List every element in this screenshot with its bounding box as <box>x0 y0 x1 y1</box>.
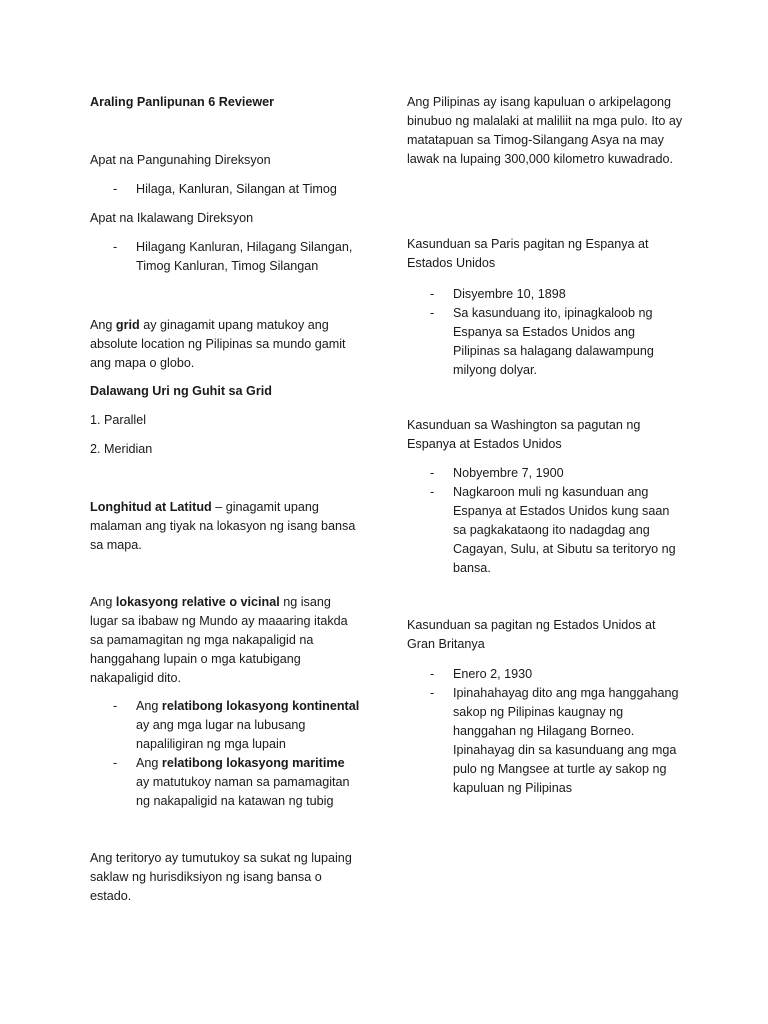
grid-line-meridian: 2. Meridian <box>90 442 153 456</box>
paris-treaty-date: Disyembre 10, 1898 <box>453 287 566 301</box>
list-item: - Enero 2, 1930 <box>407 665 689 684</box>
directions-secondary-heading: Apat na Ikalawang Direksyon <box>90 211 254 225</box>
paris-treaty-heading: Kasunduan sa Paris pagitan ng Espanya at Estados Unidos <box>407 237 649 270</box>
grid-paragraph: Ang grid ay ginagamit upang matukoy ang absolute location ng Pilipinas sa mundo gamit ang mapa o globo. <box>90 318 346 370</box>
longlat-paragraph: Longhitud at Latitud – ginagamit upang malaman ang tiyak na lokasyon ng isang bansa sa mapa. <box>90 500 356 552</box>
list-item: - Ang relatibong lokasyong maritime ay matutukoy naman sa pamamagitan ng nakapaligid na katawan ng tubig <box>90 754 370 811</box>
list-item: - Ang relatibong lokasyong kontinental ay ang mga lugar na lubusang napaliligiran ng mga lupain <box>90 697 370 754</box>
relative-location-paragraph: Ang lokasyong relative o vicinal ng isang lugar sa ibabaw ng Mundo ay maaaring itakda sa pamamagitan ng mga nakapaligid na hanggahang lupain o mga katubigang nakapaligid dito. <box>90 595 348 685</box>
paris-treaty-detail: Sa kasunduang ito, ipinagkaloob ng Espanya sa Estados Unidos ang Pilipinas sa halagang dalawampung milyong dolyar. <box>453 306 654 377</box>
list-item: - Hilaga, Kanluran, Silangan at Timog <box>90 180 370 199</box>
list-item: - Nobyembre 7, 1900 <box>407 464 689 483</box>
relative-maritime-item: Ang relatibong lokasyong maritime ay matutukoy naman sa pamamagitan ng nakapaligid na katawan ng tubig <box>136 756 350 808</box>
directions-secondary-item: Hilagang Kanluran, Hilagang Silangan, Timog Kanluran, Timog Silangan <box>136 240 353 273</box>
grid-line-parallel: 1. Parallel <box>90 413 147 427</box>
washington-treaty-detail: Nagkaroon muli ng kasunduan ang Espanya at Estados Unidos kung saan sa pagkakataong ito nadagdag ang Cagayan, Sulu, at Sibutu sa teritoryo ng bansa. <box>453 485 676 575</box>
list-item: - Disyembre 10, 1898 <box>407 285 689 304</box>
directions-main-heading: Apat na Pangunahing Direksyon <box>90 153 271 167</box>
intro-paragraph: Ang Pilipinas ay isang kapuluan o arkipelagong binubuo ng malalaki at maliliit na mga pulo. Ito ay matatapuan sa Timog-Silangang Asya na may lawak na lupaing 300,000 kilometro kuwadrado. <box>407 95 683 166</box>
list-item: - Nagkaroon muli ng kasunduan ang Espanya at Estados Unidos kung saan sa pagkakataong ito nadagdag ang Cagayan, Sulu, at Sibutu sa teritoryo ng bansa. <box>407 483 689 578</box>
washington-treaty-heading: Kasunduan sa Washington sa pagutan ng Espanya at Estados Unidos <box>407 418 641 451</box>
washington-treaty-date: Nobyembre 7, 1900 <box>453 466 564 480</box>
grid-lines-heading: Dalawang Uri ng Guhit sa Grid <box>90 384 272 398</box>
territory-paragraph: Ang teritoryo ay tumutukoy sa sukat ng lupaing saklaw ng hurisdiksiyon ng isang bansa o estado. <box>90 851 352 903</box>
britain-treaty-detail: Ipinahahayag dito ang mga hanggahang sakop ng Pilipinas kaugnay ng hanggahan ng Hilagang Borneo. Ipinahayag din sa kasunduang ang mga pulo ng Mangsee at turtle ay sakop ng kapuluan ng Pilipinas <box>453 686 679 795</box>
list-item: - Ipinahahayag dito ang mga hanggahang sakop ng Pilipinas kaugnay ng hanggahan ng Hilagang Borneo. Ipinahayag din sa kasunduang ang mga pulo ng Mangsee at turtle ay sakop ng kapuluan ng Pilipinas <box>407 684 689 798</box>
list-item: - Sa kasunduang ito, ipinagkaloob ng Espanya sa Estados Unidos ang Pilipinas sa halagang dalawampung milyong dolyar. <box>407 304 689 380</box>
relative-continental-item: Ang relatibong lokasyong kontinental ay ang mga lugar na lubusang napaliligiran ng mga lupain <box>136 699 360 751</box>
list-item: - Hilagang Kanluran, Hilagang Silangan, Timog Kanluran, Timog Silangan <box>90 238 370 276</box>
britain-treaty-date: Enero 2, 1930 <box>453 667 533 681</box>
document-title: Araling Panlipunan 6 Reviewer <box>90 95 275 109</box>
britain-treaty-heading: Kasunduan sa pagitan ng Estados Unidos at Gran Britanya <box>407 618 656 651</box>
directions-main-item: Hilaga, Kanluran, Silangan at Timog <box>136 182 337 196</box>
